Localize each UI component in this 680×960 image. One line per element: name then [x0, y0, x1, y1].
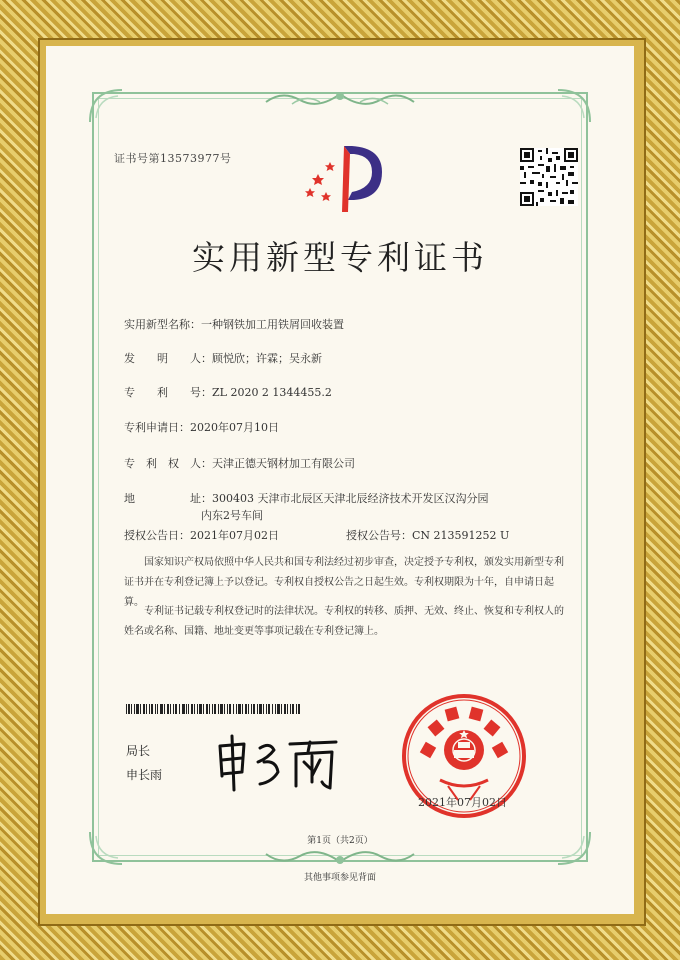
field-filing-date — [124, 419, 279, 435]
field-address-line2: 内东2号车间 — [201, 509, 263, 522]
field-label: 专 利 号： — [124, 386, 212, 399]
director-name: 申长雨 — [126, 768, 163, 782]
field-value: 天津正德天钢材加工有限公司 — [212, 457, 355, 470]
corner-ornament-icon — [88, 88, 124, 124]
field-label: 授权公告号： — [346, 529, 412, 542]
field-label: 授权公告日： — [124, 529, 190, 542]
field-inventor — [124, 350, 322, 366]
field-value: 2020年07月10日 — [190, 421, 279, 434]
field-label: 专利申请日： — [124, 421, 190, 434]
footer-note: 其他事项参见背面 — [303, 873, 376, 883]
field-label: 地 址： — [124, 492, 212, 505]
patent-office-logo-icon — [304, 142, 384, 218]
barcode-icon — [126, 704, 300, 714]
bottom-ornament-icon — [262, 846, 418, 868]
field-address — [124, 490, 489, 506]
field-value: 一种钢铁加工用铁屑回收装置 — [201, 318, 344, 331]
page-number: 第1页（共2页） — [307, 836, 373, 846]
certificate-title: 实用新型专利证书 — [192, 238, 488, 277]
field-label: 实用新型名称： — [124, 318, 201, 331]
field-patentee — [124, 455, 355, 471]
corner-ornament-icon — [556, 88, 592, 124]
qr-code-icon — [520, 148, 578, 206]
field-utility-model-name — [124, 316, 344, 332]
field-value: 300403 天津市北辰区天津北辰经济技术开发区汉沟分园 — [212, 492, 489, 505]
handwritten-signature — [212, 732, 352, 792]
field-value: 顾悦欣；许霖；吴永新 — [212, 352, 322, 365]
director-title: 局长 — [126, 744, 151, 758]
grant-statement-paragraph: 国家知识产权局依照中华人民共和国专利法经过初步审查，决定授予专利权，颁发实用新型专利证书并在专利登记簿上予以登记。专利权自授权公告之日起生效。专利权期限为十年，自申请日起算。 — [124, 557, 564, 608]
field-grant-date — [124, 527, 279, 543]
certificate-number: 证书号第13573977号 — [114, 152, 232, 165]
field-label: 专 利 权 人： — [124, 457, 212, 470]
seal-date: 2021年07月02日 — [418, 796, 507, 809]
field-value: ZL 2020 2 1344455.2 — [212, 386, 332, 399]
field-grant-number — [346, 527, 509, 543]
legal-status-paragraph: 专利证书记载专利权登记时的法律状况。专利权的转移、质押、无效、终止、恢复和专利权人的姓名或名称、国籍、地址变更等事项记载在专利登记簿上。 — [124, 606, 564, 637]
field-value: 2021年07月02日 — [190, 529, 279, 542]
top-ornament-icon — [262, 88, 418, 110]
field-patent-number — [124, 384, 332, 400]
field-value: CN 213591252 U — [412, 529, 510, 542]
field-label: 发 明 人： — [124, 352, 212, 365]
